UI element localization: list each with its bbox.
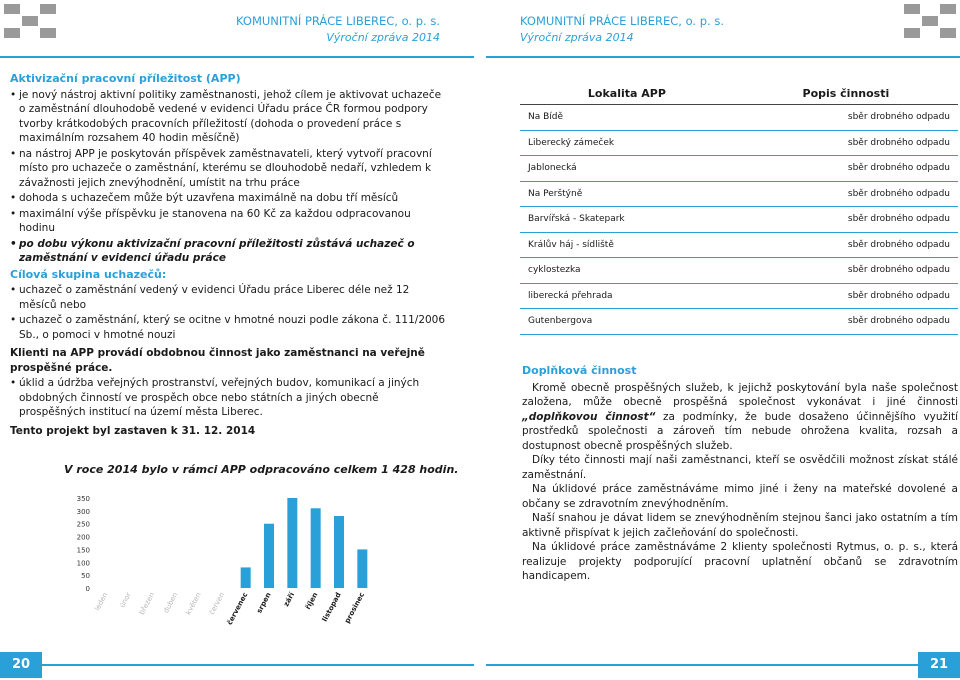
- y-tick-label: 50: [81, 572, 90, 581]
- paragraph: Naší snahou je dávat lidem se znevýhodněním stejnou šanci jako ostatním a tím aktivně přispívat k jejich začleňování do společnosti.: [522, 512, 958, 539]
- bar-září: [287, 498, 297, 588]
- location-cell: Jablonecká: [520, 156, 734, 182]
- location-cell: Na Perštýně: [520, 181, 734, 207]
- clients-heading: Klienti na APP provádí obdobnou činnost jako zaměstnanci na veřejně prospěšné práce.: [10, 347, 425, 374]
- x-tick-label: srpen: [255, 591, 273, 615]
- activity-cell: sběr drobného odpadu: [734, 156, 958, 182]
- activity-cell: sběr drobného odpadu: [734, 283, 958, 309]
- table-row: [520, 105, 958, 131]
- header-org: KOMUNITNÍ PRÁCE LIBEREC, o. p. s.: [520, 14, 725, 28]
- x-tick-label: únor: [118, 591, 133, 610]
- col-header-location: Lokalita APP: [520, 82, 734, 105]
- paragraph-text: Kromě obecně prospěšných služeb, k jejichž poskytování byla naše společnost založena, může obecně prospěšná společnost vykonávat i jiné činnosti: [522, 381, 958, 408]
- table-row: [520, 283, 958, 309]
- y-tick-label: 0: [85, 585, 90, 593]
- app-heading: Aktivizační pracovní příležitost (APP): [10, 72, 241, 85]
- activity-cell: sběr drobného odpadu: [734, 181, 958, 207]
- supplementary-heading: Doplňková činnost: [522, 364, 637, 377]
- x-tick-label: březen: [137, 591, 157, 617]
- activity-cell: sběr drobného odpadu: [734, 130, 958, 156]
- bar-srpen: [264, 524, 274, 588]
- bar-říjen: [311, 508, 321, 588]
- x-tick-label: září: [282, 591, 297, 608]
- x-tick-label: červenec: [225, 591, 250, 627]
- x-tick-label: leden: [93, 591, 110, 613]
- x-tick-label: prosinec: [343, 591, 367, 625]
- header-rule-left: [0, 56, 474, 58]
- list-item: • uchazeč o zaměstnání vedený v evidenci Úřadu práce Liberec déle než 12 měsíců nebo: [10, 283, 446, 312]
- y-tick-label: 200: [76, 533, 90, 542]
- x-tick-label: duben: [162, 591, 180, 615]
- table-row: [520, 309, 958, 335]
- col-header-activity: Popis činnosti: [734, 82, 958, 105]
- header-right: [480, 0, 960, 50]
- left-column: [10, 72, 446, 438]
- activity-cell: sběr drobného odpadu: [734, 207, 958, 233]
- y-tick-label: 100: [76, 559, 90, 568]
- project-stopped-note: Tento projekt byl zastaven k 31. 12. 2014: [10, 424, 256, 437]
- activity-cell: sběr drobného odpadu: [734, 258, 958, 284]
- location-cell: cyklostezka: [520, 258, 734, 284]
- list-item: • na nástroj APP je poskytován příspěvek zaměstnavateli, který vytvoří pracovní místo pro uchazeče o zaměstnání, kterému se dlouhodobě nedaří, vzhledem k závažnosti jejich znevýhodnění, umístit na trhu práce: [10, 147, 446, 191]
- paragraph: Na úklidové práce zaměstnáváme mimo jiné i ženy na mateřské dovolené a občany se zdravotním znevýhodněním.: [522, 483, 958, 510]
- target-heading: Cílová skupina uchazečů:: [10, 267, 167, 281]
- activity-cell: sběr drobného odpadu: [734, 105, 958, 131]
- paragraph: Na úklidové práce zaměstnáváme 2 klienty společnosti Rytmus, o. p. s., která realizuje projekty podporující pracovní uplatnění občanů se zdravotním handicapem.: [522, 541, 958, 582]
- bar-červenec: [241, 567, 251, 588]
- x-tick-label: říjen: [303, 591, 320, 611]
- list-item: • úklid a údržba veřejných prostranství, veřejných budov, komunikací a jiných obdobných činností ve prospěch obce nebo státních a jiných obecně prospěšných institucí na území města Liberec.: [10, 376, 446, 420]
- company-logo-icon: [4, 4, 56, 38]
- x-tick-label: květen: [184, 591, 203, 617]
- page-number-left: 20: [0, 652, 42, 678]
- y-tick-label: 150: [76, 546, 90, 555]
- table-row: [520, 232, 958, 258]
- header-org: KOMUNITNÍ PRÁCE LIBEREC, o. p. s.: [235, 14, 440, 28]
- bar-listopad: [334, 516, 344, 588]
- location-cell: Na Bídě: [520, 105, 734, 131]
- table-row: [520, 258, 958, 284]
- page-number-right: 21: [918, 652, 960, 678]
- footer-rule-left: [42, 664, 474, 666]
- y-tick-label: 250: [76, 520, 90, 529]
- location-cell: Liberecký zámeček: [520, 130, 734, 156]
- bar-prosinec: [357, 549, 367, 588]
- header-report: Výroční zpráva 2014: [520, 31, 634, 44]
- location-cell: Gutenbergova: [520, 309, 734, 335]
- table-row: [520, 207, 958, 233]
- list-item: • uchazeč o zaměstnání, který se ocitne v hmotné nouzi podle zákona č. 111/2006 Sb., o pomoci v hmotné nouzi: [10, 313, 446, 342]
- right-column: [522, 364, 958, 584]
- activity-cell: sběr drobného odpadu: [734, 309, 958, 335]
- table-row: [520, 156, 958, 182]
- locations-table: [520, 82, 958, 335]
- list-item: • je nový nástroj aktivní politiky zaměstnanosti, jehož cílem je aktivovat uchazeče o zaměstnání dlouhodobě vedené v evidenci Úřadu práce ČR formou podpory tvorby krátkodobých pracovních příležitostí (dohoda o provedení práce s maximálním rozsahem 40 hodin měsíčně): [10, 88, 446, 146]
- paragraph-text: za podmínky, že bude dosaženo účinnějšího využití prostředků společnosti a zároveň tím nebude ohrožena kvalita, rozsah a dostupnost obecně prospěšných služeb.: [522, 410, 958, 452]
- location-cell: liberecká přehrada: [520, 283, 734, 309]
- header-left: [0, 0, 480, 50]
- activity-cell: sběr drobného odpadu: [734, 232, 958, 258]
- location-cell: Barvířská - Skatepark: [520, 207, 734, 233]
- paragraph-emphasis: „doplňkovou činnost“: [522, 410, 656, 423]
- chart-title: V roce 2014 bylo v rámci APP odpracováno celkem 1 428 hodin.: [64, 463, 459, 476]
- company-logo-icon: [904, 4, 956, 38]
- hours-bar-chart: [60, 488, 380, 638]
- y-tick-label: 300: [76, 507, 90, 516]
- list-item: • dohoda s uchazečem může být uzavřena maximálně na dobu tří měsíců: [10, 191, 446, 206]
- table-row: [520, 130, 958, 156]
- list-item: • po dobu výkonu aktivizační pracovní příležitosti zůstává uchazeč o zaměstnání v evidenci úřadu práce: [10, 237, 446, 266]
- x-tick-label: červen: [207, 591, 227, 617]
- footer: [0, 652, 960, 680]
- x-tick-label: listopad: [320, 591, 343, 624]
- location-cell: Králův háj - sídliště: [520, 232, 734, 258]
- footer-rule-right: [486, 664, 918, 666]
- header-rule-right: [486, 56, 960, 58]
- table-row: [520, 181, 958, 207]
- paragraph: Díky této činnosti mají naši zaměstnanci, kteří se osvědčili možnost získat stálé zaměstnání.: [522, 454, 958, 481]
- list-item: • maximální výše příspěvku je stanovena na 60 Kč za každou odpracovanou hodinu: [10, 207, 446, 236]
- y-tick-label: 350: [76, 495, 90, 503]
- paragraph: [522, 381, 958, 454]
- header-report: Výroční zpráva 2014: [326, 31, 440, 44]
